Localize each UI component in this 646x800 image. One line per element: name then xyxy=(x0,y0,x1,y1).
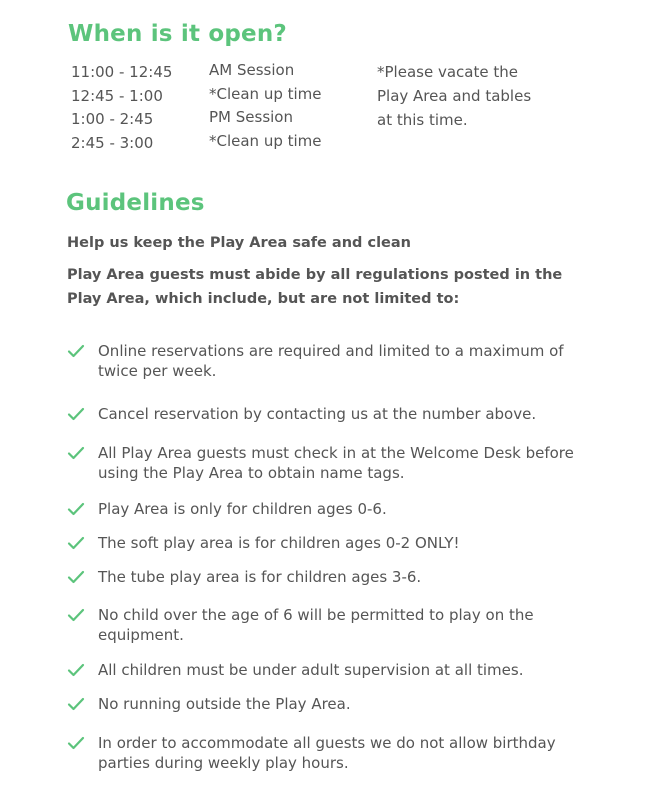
checkmark-icon xyxy=(67,407,85,421)
guideline-text: Online reservations are required and limited to a maximum of twice per week. xyxy=(98,342,564,380)
checkmark-icon xyxy=(67,736,85,750)
guideline-text: No child over the age of 6 will be permitted to play on the equipment. xyxy=(98,606,534,644)
schedule-label: *Clean up time xyxy=(209,131,322,150)
schedule-time: 1:00 - 2:45 xyxy=(71,110,154,128)
guideline-text: All Play Area guests must check in at the Welcome Desk before using the Play Area to obtain name tags. xyxy=(98,444,574,482)
guidelines-title: Guidelines xyxy=(66,190,205,216)
checkmark-icon xyxy=(67,608,85,622)
schedule-time: 2:45 - 3:00 xyxy=(71,133,154,152)
schedule-time: 11:00 - 12:45 xyxy=(71,63,173,81)
schedule-label: AM Session xyxy=(209,61,295,79)
checkmark-icon xyxy=(67,663,85,677)
guideline-text: The tube play area is for children ages 3-6. xyxy=(98,568,422,586)
checkmark-icon xyxy=(67,344,85,358)
checkmark-icon xyxy=(67,502,85,516)
vacate-note-line: *Please vacate the xyxy=(377,63,518,81)
guideline-text: Play Area is only for children ages 0-6. xyxy=(98,500,387,518)
guideline-text: The soft play area is for children ages 0-2 ONLY! xyxy=(98,534,460,552)
vacate-note xyxy=(377,60,567,132)
guideline-text: All children must be under adult supervision at all times. xyxy=(98,661,524,679)
checkmark-icon xyxy=(67,697,85,711)
guideline-text: Cancel reservation by contacting us at the number above. xyxy=(98,405,537,423)
checkmark-icon xyxy=(67,446,85,460)
checkmark-icon xyxy=(67,536,85,550)
vacate-note-line: Play Area and tables xyxy=(377,87,532,105)
guidelines-intro: Help us keep the Play Area safe and clean xyxy=(67,235,411,251)
vacate-note-line: at this time. xyxy=(377,111,468,129)
guideline-text: In order to accommodate all guests we do not allow birthday parties during weekly play hours. xyxy=(98,734,556,772)
checkmark-icon xyxy=(67,570,85,584)
guideline-text: No running outside the Play Area. xyxy=(98,695,351,713)
schedule-label: PM Session xyxy=(209,108,293,126)
schedule-time: 12:45 - 1:00 xyxy=(71,86,163,105)
open-hours-title: When is it open? xyxy=(68,21,287,47)
guidelines-requirement: Play Area guests must abide by all regulations posted in the Play Area, which include, but are not limited to: xyxy=(67,267,563,307)
schedule-label: *Clean up time xyxy=(209,84,322,103)
